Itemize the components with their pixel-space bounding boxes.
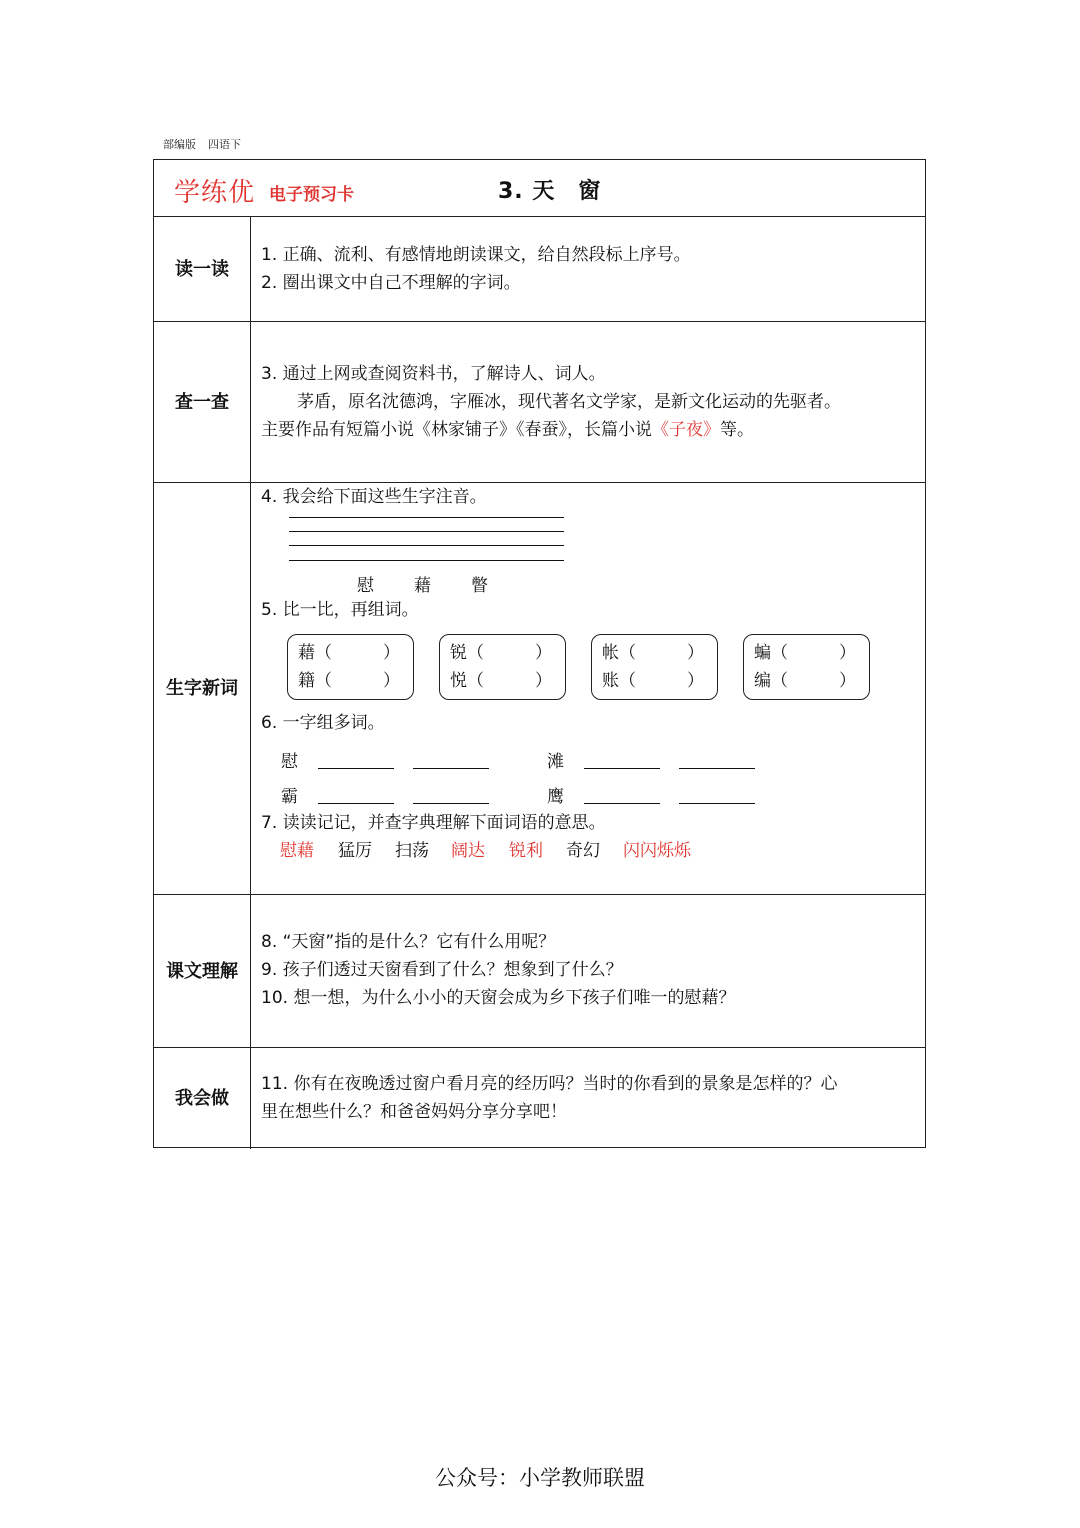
compare-word: 锐（ ） bbox=[450, 643, 552, 663]
compare-word: 籍（ ） bbox=[298, 671, 400, 691]
multi-word-char: 慰 bbox=[281, 752, 298, 772]
words-question-6: 6. 一字组多词。 bbox=[261, 713, 385, 733]
read-item-1: 1. 正确、流利、有感情地朗读课文，给自然段标上序号。 bbox=[261, 245, 691, 265]
compare-word: 蝙（ ） bbox=[754, 643, 856, 663]
footer-account: 公众号：小学教师联盟 bbox=[435, 1466, 645, 1490]
do-text-line-1: 11. 你有在夜晚透过窗户看月亮的经历吗？当时的你看到的景象是怎样的？心 bbox=[261, 1074, 838, 1094]
multi-word-char: 霸 bbox=[281, 787, 298, 807]
brand-subtitle: 电子预习卡 bbox=[269, 185, 354, 205]
understand-item-9: 9. 孩子们透过天窗看到了什么？想象到了什么？ bbox=[261, 960, 623, 980]
compare-box bbox=[743, 634, 870, 700]
vocab-word: 奇幻 bbox=[566, 841, 600, 861]
research-question: 3. 通过上网或查阅资料书，了解诗人、词人。 bbox=[261, 364, 606, 384]
vocab-word: 慰藉 bbox=[280, 841, 314, 861]
compare-word: 编（ ） bbox=[754, 671, 856, 691]
compare-word: 悦（ ） bbox=[450, 671, 552, 691]
multi-word-char: 滩 bbox=[547, 752, 564, 772]
understand-item-10: 10. 想一想，为什么小小的天窗会成为乡下孩子们唯一的慰藉？ bbox=[261, 988, 736, 1008]
compare-word: 帐（ ） bbox=[602, 643, 704, 663]
publisher-text: 部编版 bbox=[163, 138, 196, 151]
compare-box bbox=[439, 634, 566, 700]
section-words-label: 生字 新词 bbox=[154, 483, 251, 894]
section-read-label: 读一读 bbox=[154, 217, 251, 321]
vocab-word: 阔达 bbox=[451, 841, 485, 861]
char-to-annotate: 藉 bbox=[414, 576, 431, 596]
answer-blank bbox=[584, 768, 660, 769]
lesson-title: 3. 天 窗 bbox=[498, 179, 602, 204]
read-item-2: 2. 圈出课文中自己不理解的字词。 bbox=[261, 273, 521, 293]
section-words bbox=[154, 483, 925, 895]
words-question-7: 7. 读读记记，并查字典理解下面词语的意思。 bbox=[261, 813, 606, 833]
section-do bbox=[154, 1048, 925, 1149]
card-header bbox=[154, 160, 925, 217]
compare-box bbox=[287, 634, 414, 700]
brand-title: 学练优 bbox=[174, 178, 256, 208]
compare-word: 账（ ） bbox=[602, 671, 704, 691]
vocab-word: 猛厉 bbox=[338, 841, 372, 861]
research-text-line-2: 主要作品有短篇小说《林家铺子》《春蚕》，长篇小说《子夜》等。 bbox=[261, 420, 754, 440]
answer-blank bbox=[679, 768, 755, 769]
multi-word-char: 鹰 bbox=[547, 787, 564, 807]
section-understand bbox=[154, 895, 925, 1048]
section-research-label: 查一查 bbox=[154, 322, 251, 482]
do-text-line-2: 里在想些什么？和爸爸妈妈分享分享吧！ bbox=[261, 1102, 567, 1122]
preview-card bbox=[153, 159, 926, 1148]
pinyin-line bbox=[289, 517, 564, 518]
understand-item-8: 8. “天窗”指的是什么？它有什么用呢？ bbox=[261, 932, 556, 952]
section-research bbox=[154, 322, 925, 483]
pinyin-line bbox=[289, 545, 564, 546]
answer-blank bbox=[584, 803, 660, 804]
answer-blank bbox=[413, 768, 489, 769]
grade-text: 四语下 bbox=[208, 138, 241, 151]
highlight-novel-title: 《子夜》 bbox=[652, 420, 720, 440]
words-question-5: 5. 比一比，再组词。 bbox=[261, 600, 419, 620]
edition-label bbox=[163, 136, 241, 152]
pinyin-line bbox=[289, 531, 564, 532]
compare-box bbox=[591, 634, 718, 700]
research-text-line-1: 茅盾，原名沈德鸿，字雁冰，现代著名文学家，是新文化运动的先驱者。 bbox=[297, 392, 841, 412]
section-understand-label: 课文 理解 bbox=[154, 895, 251, 1047]
section-read bbox=[154, 217, 925, 322]
char-to-annotate: 瞥 bbox=[471, 576, 488, 596]
vocab-word: 锐利 bbox=[509, 841, 543, 861]
vocab-word: 闪闪烁烁 bbox=[623, 841, 691, 861]
answer-blank bbox=[318, 768, 394, 769]
answer-blank bbox=[318, 803, 394, 804]
answer-blank bbox=[413, 803, 489, 804]
vocab-word: 扫荡 bbox=[395, 841, 429, 861]
compare-word: 藉（ ） bbox=[298, 643, 400, 663]
char-to-annotate: 慰 bbox=[357, 576, 374, 596]
pinyin-line bbox=[289, 560, 564, 561]
section-do-label: 我会做 bbox=[154, 1048, 251, 1149]
words-question-4: 4. 我会给下面这些生字注音。 bbox=[261, 487, 487, 507]
answer-blank bbox=[679, 803, 755, 804]
